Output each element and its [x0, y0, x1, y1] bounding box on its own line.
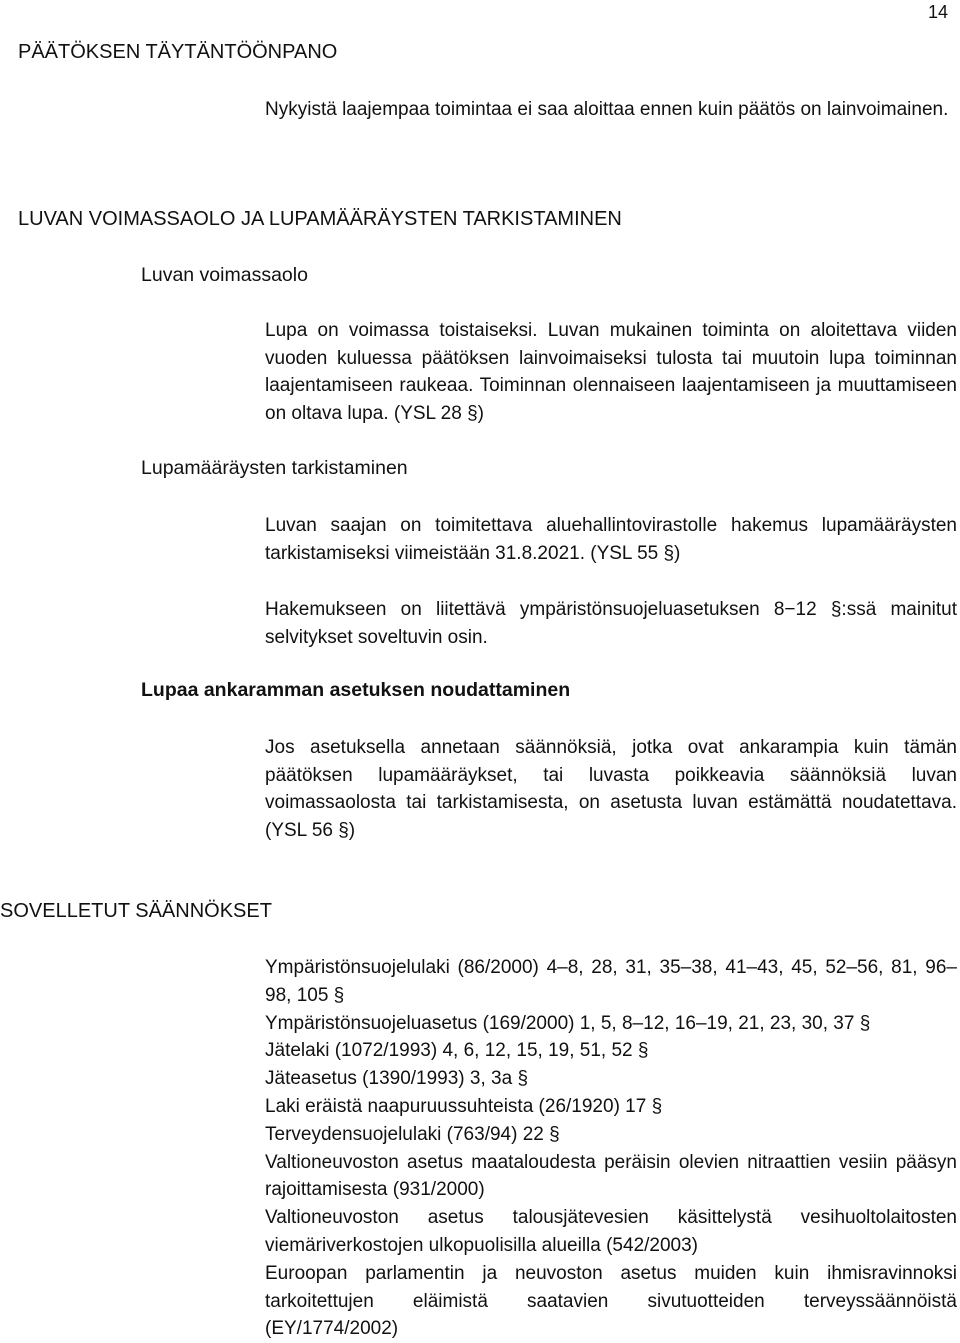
review-paragraph-2: Hakemukseen on liitettävä ympäristönsuojeluasetuksen 8−12 §:ssä mainitut selvitykset soveltuvin osin. [265, 599, 957, 648]
review-paragraph-1: Luvan saajan on toimitettava aluehallintovirastolle hakemus lupamääräysten tarkistamiseksi viimeistään 31.8.2021. (YSL 55 §) [265, 515, 957, 564]
provision-item: Valtioneuvoston asetus talousjätevesien käsittelystä vesihuoltolaitosten viemäriverkostojen ulkopuolisilla alueilla (542/2003) [265, 1207, 957, 1256]
provision-item: Ympäristönsuojeluasetus (169/2000) 1, 5, 8–12, 16–19, 21, 23, 30, 37 § [265, 1012, 871, 1034]
provision-item: Euroopan parlamentin ja neuvoston asetus muiden kuin ihmisravinnoksi tarkoitettujen eläimistä saatavien sivutuotteiden terveyssäännöistä (EY/1774/2002) [265, 1262, 957, 1340]
section-heading-enforcement: PÄÄTÖKSEN TÄYTÄNTÖÖNPANO [18, 41, 338, 63]
subheading-stricter-regulation: Lupaa ankaramman asetuksen noudattaminen [141, 679, 571, 701]
provision-item: Laki eräistä naapuruussuhteista (26/1920) 17 § [265, 1095, 663, 1117]
validity-paragraph: Lupa on voimassa toistaiseksi. Luvan mukainen toiminta on aloitettava viiden vuoden kuluessa päätöksen lainvoimaiseksi tulosta tai muutoin lupa toiminnan laajentamiseen raukeaa. Toiminnan olennaiseen laajentamiseen ja muuttamiseen on oltava lupa. (YSL 28 §) [265, 320, 957, 425]
provision-item: Valtioneuvoston asetus maataloudesta peräisin olevien nitraattien vesiin pääsyn rajoittamisesta (931/2000) [265, 1151, 957, 1201]
section-heading-applied-provisions: SOVELLETUT SÄÄNNÖKSET [0, 900, 272, 922]
stricter-paragraph: Jos asetuksella annetaan säännöksiä, jotka ovat ankarampia kuin tämän päätöksen lupamääräykset, tai luvasta poikkeavia säännöksiä luvan voimassaolosta tai tarkistamisesta, on asetusta luvan estämättä noudatettava. (YSL 56 §) [265, 737, 957, 842]
provision-item: Jäteasetus (1390/1993) 3, 3a § [265, 1068, 529, 1090]
applied-provisions-list [265, 954, 957, 1343]
provision-item: Ympäristönsuojelulaki (86/2000) 4–8, 28, 31, 35–38, 41–43, 45, 52–56, 81, 96–98, 105 § [265, 957, 957, 1006]
subheading-validity: Luvan voimassaolo [141, 264, 308, 286]
page-number: 14 [927, 2, 948, 22]
provision-item: Jätelaki (1072/1993) 4, 6, 12, 15, 19, 51, 52 § [265, 1040, 649, 1062]
provision-item: Terveydensuojelulaki (763/94) 22 § [265, 1123, 560, 1145]
section-heading-validity-check: LUVAN VOIMASSAOLO JA LUPAMÄÄRÄYSTEN TARKISTAMINEN [18, 208, 622, 230]
subheading-review: Lupamääräysten tarkistaminen [141, 457, 408, 479]
enforcement-paragraph: Nykyistä laajempaa toimintaa ei saa aloittaa ennen kuin päätös on lainvoimainen. [265, 99, 949, 120]
